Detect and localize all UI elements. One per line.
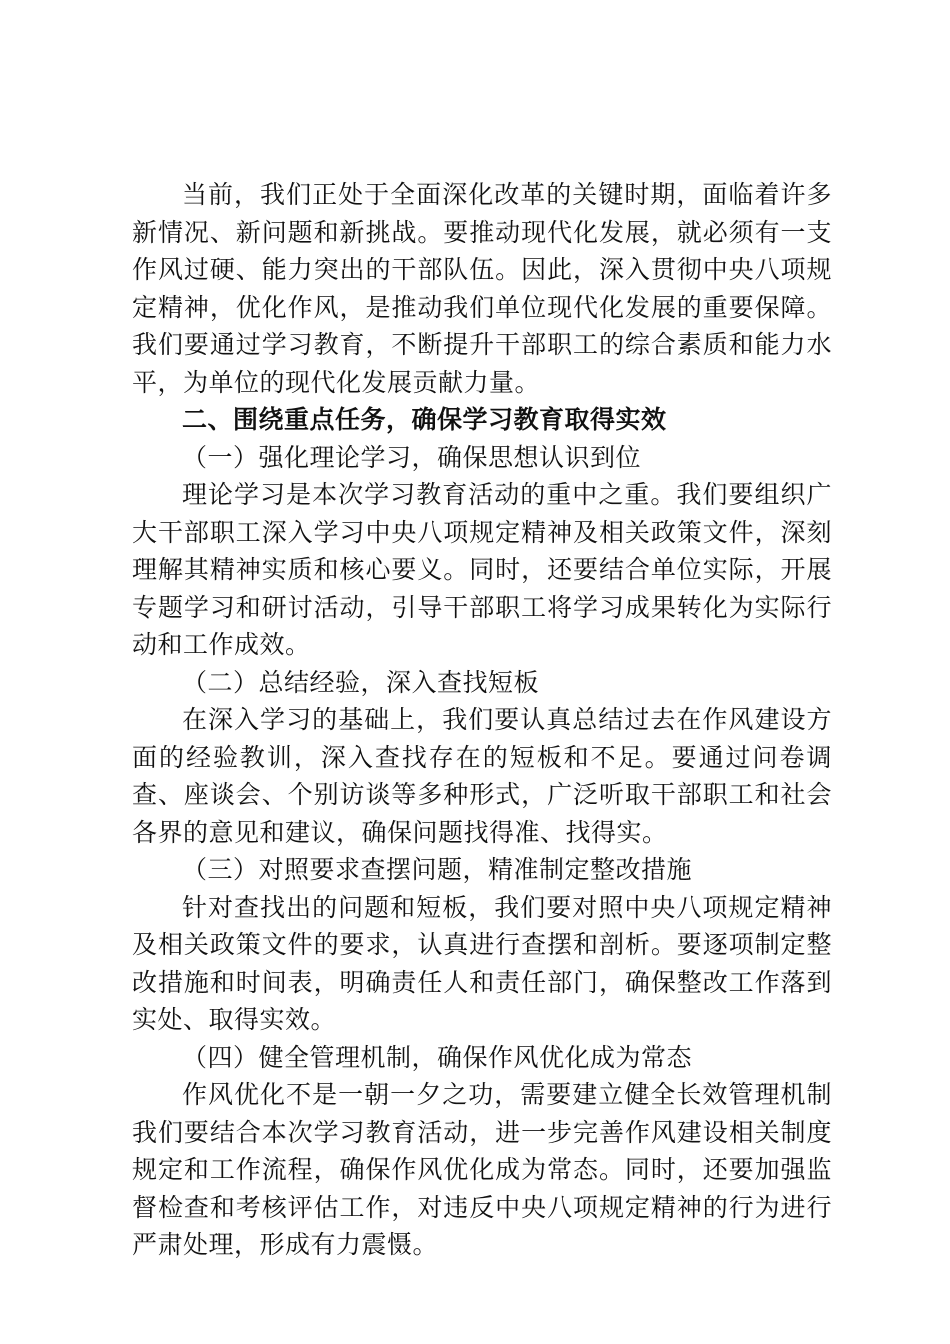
- subsection-body-2: 在深入学习的基础上，我们要认真总结过去在作风建设方面的经验教训，深入查找存在的短板和不足。要通过问卷调查、座谈会、个别访谈等多种形式，广泛听取干部职工和社会各界的意见和建议，确保问题找得准、找得实。: [132, 705, 832, 847]
- intro-paragraph: 当前，我们正处于全面深化改革的关键时期，面临着许多新情况、新问题和新挑战。要推动现代化发展，就必须有一支作风过硬、能力突出的干部队伍。因此，深入贯彻中央八项规定精神，优化作风，是推动我们单位现代化发展的重要保障。我们要通过学习教育，不断提升干部职工的综合素质和能力水平，为单位的现代化发展贡献力量。: [132, 180, 832, 397]
- subsection-body-1: 理论学习是本次学习教育活动的重中之重。我们要组织广大干部职工深入学习中央八项规定精神及相关政策文件，深刻理解其精神实质和核心要义。同时，还要结合单位实际，开展专题学习和研讨活动，引导干部职工将学习成果转化为实际行动和工作成效。: [132, 480, 832, 659]
- subsection-body-3: 针对查找出的问题和短板，我们要对照中央八项规定精神及相关政策文件的要求，认真进行查摆和剖析。要逐项制定整改措施和时间表，明确责任人和责任部门，确保整改工作落到实处、取得实效。: [132, 892, 832, 1034]
- subsection-heading-1: （一）强化理论学习，确保思想认识到位: [182, 442, 642, 472]
- section-heading: 二、围绕重点任务，确保学习教育取得实效: [182, 405, 667, 434]
- subsection-heading-3: （三）对照要求查摆问题，精准制定整改措施: [182, 855, 693, 884]
- document-page: [132, 176, 832, 1264]
- subsection-heading-4: （四）健全管理机制，确保作风优化成为常态: [182, 1042, 693, 1072]
- subsection-body-4: 作风优化不是一朝一夕之功，需要建立健全长效管理机制我们要结合本次学习教育活动，进一步完善作风建设相关制度规定和工作流程，确保作风优化成为常态。同时，还要加强监督检查和考核评估工作，对违反中央八项规定精神的行为进行严肃处理，形成有力震慑。: [132, 1080, 832, 1259]
- subsection-heading-2: （二）总结经验，深入查找短板: [182, 667, 540, 697]
